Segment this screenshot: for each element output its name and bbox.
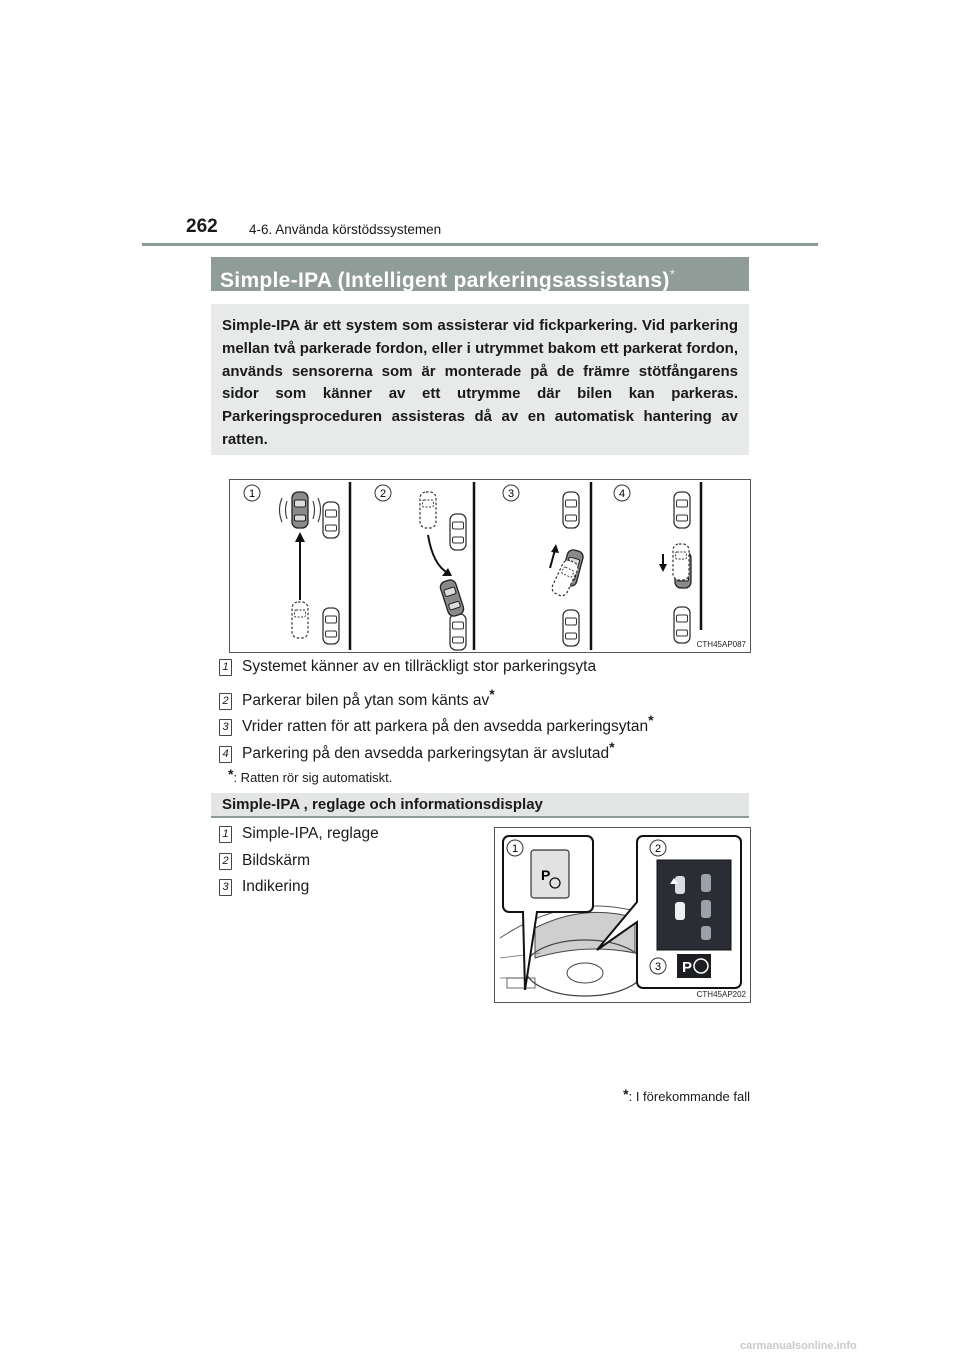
figure-1-code: CTH45AP087 [696, 640, 746, 649]
footnote-auto-steering [228, 766, 392, 785]
control-number: 2 [219, 853, 232, 870]
control-item-3 [219, 877, 309, 897]
step-2-label: 2 [379, 488, 387, 500]
controls-display-figure [494, 827, 751, 1003]
footnote-mark: * [623, 1086, 629, 1102]
step-number: 2 [219, 693, 232, 710]
control-text: Indikering [242, 878, 310, 895]
step-3-label: 3 [507, 488, 515, 500]
step-4-label: 4 [618, 488, 626, 500]
step-text: Parkering på den avsedda parkeringsytan är avslutad [242, 745, 610, 762]
step-4-panel [614, 482, 701, 643]
footnote-text: : Ratten rör sig automatiskt. [233, 770, 393, 785]
footnote-text: : I förekommande fall [628, 1089, 750, 1104]
step-1-panel [244, 482, 350, 650]
control-text: Bildskärm [242, 852, 311, 869]
step-1-label: 1 [248, 488, 256, 500]
footnote-mark: * [228, 766, 234, 782]
indicator-p-glyph: P [682, 959, 693, 976]
footnote-if-equipped [590, 1086, 750, 1104]
parking-sequence-illustration [230, 480, 750, 652]
step-item-4 [219, 737, 615, 764]
step-star: * [648, 712, 654, 728]
figure-2-code: CTH45AP202 [696, 990, 746, 999]
chapter-title: 4-6. Använda körstödssystemen [249, 222, 442, 237]
step-item-2 [219, 684, 495, 711]
intro-box [211, 304, 749, 455]
dashboard-illustration [495, 828, 750, 1002]
control-item-2 [219, 851, 310, 871]
step-text: Parkerar bilen på ytan som känts av [242, 692, 490, 709]
step-star: * [489, 686, 495, 702]
control-item-1 [219, 824, 379, 844]
control-number: 3 [219, 879, 232, 896]
step-text: Systemet känner av en tillräckligt stor parkeringsyta [242, 658, 597, 675]
step-number: 4 [219, 746, 232, 763]
section-title [211, 257, 749, 291]
step-item-1 [219, 657, 596, 677]
step-star: * [609, 739, 615, 755]
step-item-3 [219, 710, 654, 737]
step-3-panel [503, 482, 591, 650]
header-rule [142, 243, 818, 246]
step-2-panel [375, 482, 474, 650]
step-number: 3 [219, 719, 232, 736]
section-title-text: Simple-IPA (Intelligent parkeringsassistans) [220, 269, 670, 292]
callout-3-label: 3 [654, 961, 662, 973]
parking-sequence-figure [229, 479, 751, 653]
step-text: Vrider ratten för att parkera på den avsedda parkeringsytan [242, 718, 649, 735]
control-number: 1 [219, 826, 232, 843]
intro-text: Simple-IPA är ett system som assisterar vid fickparkering. Vid parkering mellan två parkerade fordon, eller i utrymmet bakom ett parkerat fordon, används sensorerna som är monterade på de främre stötfångarens sidor som känner av ett utrymme där bilen kan parkeras. Parkeringsproceduren assisteras då av en automatisk hantering av ratten. [222, 317, 738, 448]
control-text: Simple-IPA, reglage [242, 825, 379, 842]
callout-2-label: 2 [654, 843, 662, 855]
switch-p-glyph: P [541, 867, 551, 883]
page-number: 262 [186, 216, 218, 237]
watermark: carmanualsonline.info [740, 1340, 857, 1352]
section-title-mark: * [669, 266, 676, 282]
multi-info-display-icon [657, 860, 731, 950]
callout-1-label: 1 [511, 843, 519, 855]
step-number: 1 [219, 659, 232, 676]
subsection-title: Simple-IPA , reglage och informationsdisplay [211, 793, 749, 818]
